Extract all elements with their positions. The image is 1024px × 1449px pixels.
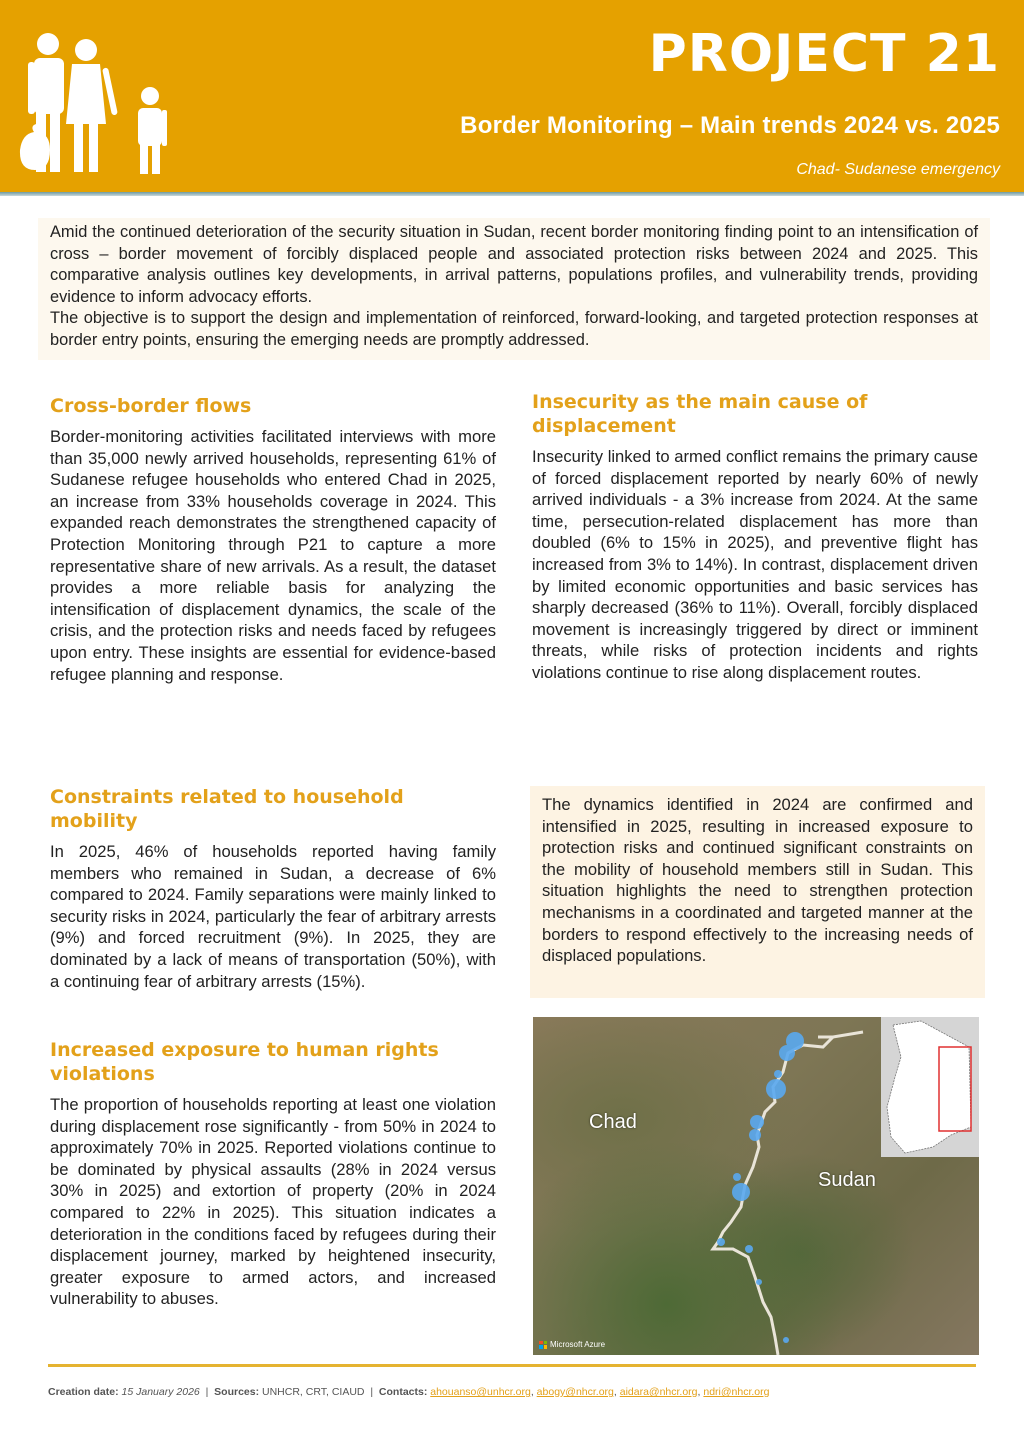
brand-title: PROJECT 21 <box>648 24 1000 84</box>
intro-paragraph-2: The objective is to support the design and implementation of reinforced, forward-looking, and targeted protection responses at border entry points, ensuring the emerging needs are promptly addressed. <box>50 309 978 349</box>
map-label-chad: Chad <box>589 1111 637 1133</box>
microsoft-logo-icon <box>539 1341 547 1349</box>
creation-date-value: 15 January 2026 <box>121 1386 200 1398</box>
section-body: The proportion of households reporting at least one violation during displacement rose significantly - from 50% in 2024 to approximately 70% in 2025. Reported violations continue to be dominated by physical assaults (28% in 2024 versus 30% in 2025) and extortion of property (20% in 2024 compared to 22% in 2025). This situation indicates a deterioration in the conditions faced by refugees during their displacement journey, marked by heightened insecurity, greater exposure to armed actors, and increased vulnerability to abuses. <box>50 1095 496 1309</box>
contact-email-link[interactable]: aidara@nhcr.org <box>619 1386 698 1398</box>
sources-value: UNHCR, CRT, CIAUD <box>262 1386 365 1398</box>
intro-paragraph-1: Amid the continued deterioration of the security situation in Sudan, recent border monitoring finding point to an intensification of cross – border movement of forcibly displaced people and associated protection risks between 2024 and 2025. This comparative analysis outlines key developments, in arrival patterns, populations profiles, and vulnerability trends, providing evidence to inform advocacy efforts. <box>50 223 978 306</box>
footer: Creation date: 15 January 2026 | Sources: UNHCR, CRT, CIAUD | Contacts: ahouanso@unhcr.org, abogy@nhcr.org, aidara@nhcr.org, ndri@nhcr.org <box>48 1386 770 1398</box>
contact-email-link[interactable]: abogy@nhcr.org <box>536 1386 614 1398</box>
section-heading: Constraints related to household mobility <box>50 786 404 832</box>
section-body: Insecurity linked to armed conflict remains the primary cause of forced displacement reported by nearly 60% of newly arrived individuals - a 3% increase from 2024. At the same time, persecution-related displacement has more than doubled (6% to 15% in 2025), and preventive flight has increased from 3% to 14%). In contrast, displacement driven by limited economic opportunities and basic services has sharply decreased (36% to 11%). Overall, forcibly displaced movement is increasingly triggered by direct or imminent threats, while risks of protection incidents and rights violations continue to rise along displacement routes. <box>532 447 978 682</box>
section-heading: Cross-border flows <box>50 395 252 417</box>
intro-box <box>38 218 990 360</box>
map-label-sudan: Sudan <box>818 1169 876 1191</box>
footer-divider <box>48 1364 976 1367</box>
section-body: In 2025, 46% of households reported having family members who remained in Sudan, a decrease of 6% compared to 2024. Family separations were mainly linked to security risks in 2024, particularly the fear of arbitrary arrests (9%) and forced recruitment (9%). In 2025, they are dominated by a lack of means of transportation (50%), with a continuing fear of arbitrary arrests (15%). <box>50 842 496 991</box>
section-heading: Insecurity as the main cause of displacement <box>532 391 868 437</box>
section-heading: Increased exposure to human rights violations <box>50 1039 439 1085</box>
family-refugee-icon <box>16 30 168 175</box>
section-human-rights <box>50 1038 496 1310</box>
contact-email-link[interactable]: ndri@nhcr.org <box>703 1386 770 1398</box>
callout-text: The dynamics identified in 2024 are confirmed and intensified in 2025, resulting in increased exposure to protection risks and continued significant constraints on the mobility of household members still in Sudan. This situation highlights the need to strengthen protection mechanisms in a coordinated and targeted manner at the borders to respond effectively to the increasing needs of displaced populations. <box>542 795 973 966</box>
conclusion-callout <box>530 786 985 998</box>
chad-inset-map <box>881 1017 979 1157</box>
page-title: Border Monitoring – Main trends 2024 vs. 2025 <box>460 112 1000 139</box>
sources-label: Sources: <box>214 1386 260 1398</box>
border-map <box>533 1017 979 1355</box>
section-insecurity <box>532 390 978 684</box>
section-cross-border-flows <box>50 394 496 685</box>
header-banner <box>0 0 1024 192</box>
contact-email-link[interactable]: ahouanso@unhcr.org <box>430 1386 531 1398</box>
microsoft-azure-attribution: Microsoft Azure <box>539 1340 605 1349</box>
section-body: Border-monitoring activities facilitated interviews with more than 35,000 newly arrived households, representing 61% of Sudanese refugee households who entered Chad in 2025, an increase from 33% households coverage in 2024. This expanded reach demonstrates the strengthened capacity of Protection Monitoring through P21 to capture a more representative share of new arrivals. As a result, the dataset provides a more reliable basis for analyzing the intensification of displacement dynamics, the scale of the crisis, and the protection risks and needs faced by refugees upon entry. These insights are essential for evidence-based refugee planning and response. <box>50 427 496 684</box>
header-divider <box>0 192 1024 196</box>
page-subtitle: Chad- Sudanese emergency <box>796 161 1000 178</box>
section-household-mobility <box>50 785 496 992</box>
contacts-label: Contacts: <box>378 1386 428 1398</box>
creation-date-label: Creation date: <box>48 1386 119 1398</box>
chad-outline-icon <box>881 1017 979 1157</box>
